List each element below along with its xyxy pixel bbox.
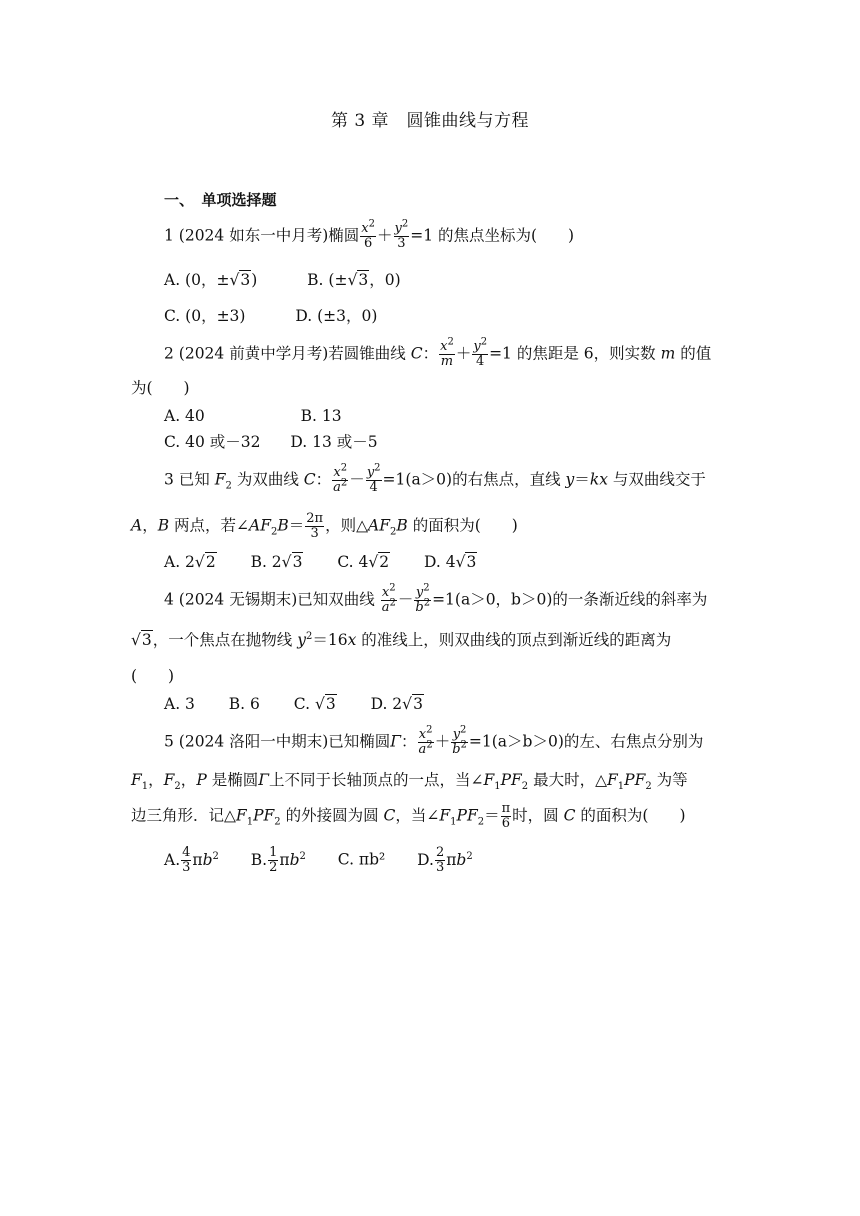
option-a: A. 40 (164, 407, 205, 425)
fraction: $\frac{x^2}{a^2}$ (381, 582, 396, 615)
question-1-stem: 1 (2024 如东一中月考)椭圆 $\frac{x^2}{6}$ ＋ $\frac{y^2}{3}$ =1 的焦点坐标为( ) (164, 218, 575, 251)
question-5-options (164, 846, 473, 875)
option-b: B. $\frac{1}{2}$ $\pi b^2$ (250, 845, 306, 875)
fraction: $\frac{x^2}{a^2}$ (333, 462, 348, 495)
option-b: B. (±√3，0) (307, 271, 401, 289)
option-d: D. 2√3 (370, 695, 423, 713)
section-heading: 一、 单项选择题 (164, 191, 277, 209)
option-a: A. $\frac{4}{3}$ $\pi b^2$ (164, 845, 219, 875)
question-5-stem: 5 (2024 洛阳一中期末)已知椭圆Γ： $\frac{x^2}{a^2}$ ＋ $\frac{y^2}{b^2}$ =1(a＞b＞0)的左、右焦点分别为 (164, 724, 704, 757)
question-1-options-row-1 (164, 270, 401, 290)
option-a: A. (0，±√3) (164, 271, 258, 289)
question-2-options-row-2 (164, 432, 378, 452)
fraction: $\frac{\pi}{6}$ (501, 801, 511, 831)
option-d: D. 13 或－5 (290, 433, 378, 451)
fraction: $\frac{y^2}{b^2}$ (452, 724, 467, 757)
option-d: D. (±3，0) (295, 307, 378, 325)
option-a: A. 2√2 (164, 553, 216, 571)
question-5-stem-cont: $F_1$，$F_2$，P 是椭圆Γ上不同于长轴顶点的一点，当$\angle F_1PF_2$ 最大时，$\triangle F_1PF_2$ 为等 (131, 771, 688, 793)
fraction: $\frac{2\pi}{3}$ (306, 511, 324, 541)
question-4-stem-cont2: ( ) (131, 667, 175, 685)
question-2-stem: 2 (2024 前黄中学月考)若圆锥曲线 C： $\frac{x^2}{m}$ ＋ $\frac{y^2}{4}$ =1 的焦距是 6，则实数 m 的值 (164, 336, 712, 369)
option-b: B. 6 (228, 695, 260, 713)
question-5-stem-cont2: 边三角形．记$\triangle F_1PF_2$ 的外接圆为圆 C，当$\angle F_1PF_2=$ $\frac{\pi}{6}$ 时，圆 C 的面积为( ) (131, 801, 686, 831)
fraction: $\frac{y^2}{3}$ (394, 218, 409, 251)
fraction: $\frac{y^2}{b^2}$ (415, 582, 431, 615)
option-a: A. 3 (164, 695, 195, 713)
option-b: B. 13 (300, 407, 342, 425)
question-3-stem-cont: A，B 两点，若$\angle AF_2B=$ $\frac{2\pi}{3}$ ，则$\triangle AF_2B$ 的面积为( ) (131, 511, 518, 541)
fraction: $\frac{y^2}{4}$ (366, 462, 381, 495)
fraction: $\frac{x^2}{m}$ (440, 336, 454, 369)
option-d: D. 4√3 (423, 553, 477, 571)
option-c: C. 40 或－32 (164, 433, 261, 451)
question-4-stem-cont: √3，一个焦点在抛物线 $y^2=16x$ 的准线上，则双曲线的顶点到渐近线的距离为 (131, 630, 672, 649)
question-4-options (164, 694, 424, 714)
chapter-title: 第 3 章 圆锥曲线与方程 (330, 111, 530, 131)
option-c: C. πb² (337, 850, 386, 869)
fraction: $\frac{x^2}{a^2}$ (418, 724, 433, 757)
fraction: $\frac{y^2}{4}$ (473, 336, 488, 369)
question-2-options-row-1 (164, 406, 342, 426)
option-c: C. (0，±3) (164, 307, 246, 325)
question-4-stem: 4 (2024 无锡期末)已知双曲线 $\frac{x^2}{a^2}$ － $\frac{y^2}{b^2}$ =1(a＞0，b＞0)的一条渐近线的斜率为 (164, 582, 708, 615)
option-b: B. 2√3 (250, 553, 303, 571)
question-3-stem: 3 已知 $F_2$ 为双曲线 C： $\frac{x^2}{a^2}$ － $\frac{y^2}{4}$ =1(a＞0)的右焦点，直线 y＝kx 与双曲线交于 (164, 462, 706, 495)
question-1-options-row-2 (164, 306, 377, 326)
fraction: $\frac{x^2}{6}$ (361, 218, 375, 251)
question-3-options (164, 552, 477, 572)
option-c: C. 4√2 (337, 553, 390, 571)
option-c: C. √3 (293, 695, 336, 713)
question-2-stem-cont: 为( ) (131, 379, 190, 397)
option-d: D. $\frac{2}{3}$ $\pi b^2$ (417, 845, 473, 875)
